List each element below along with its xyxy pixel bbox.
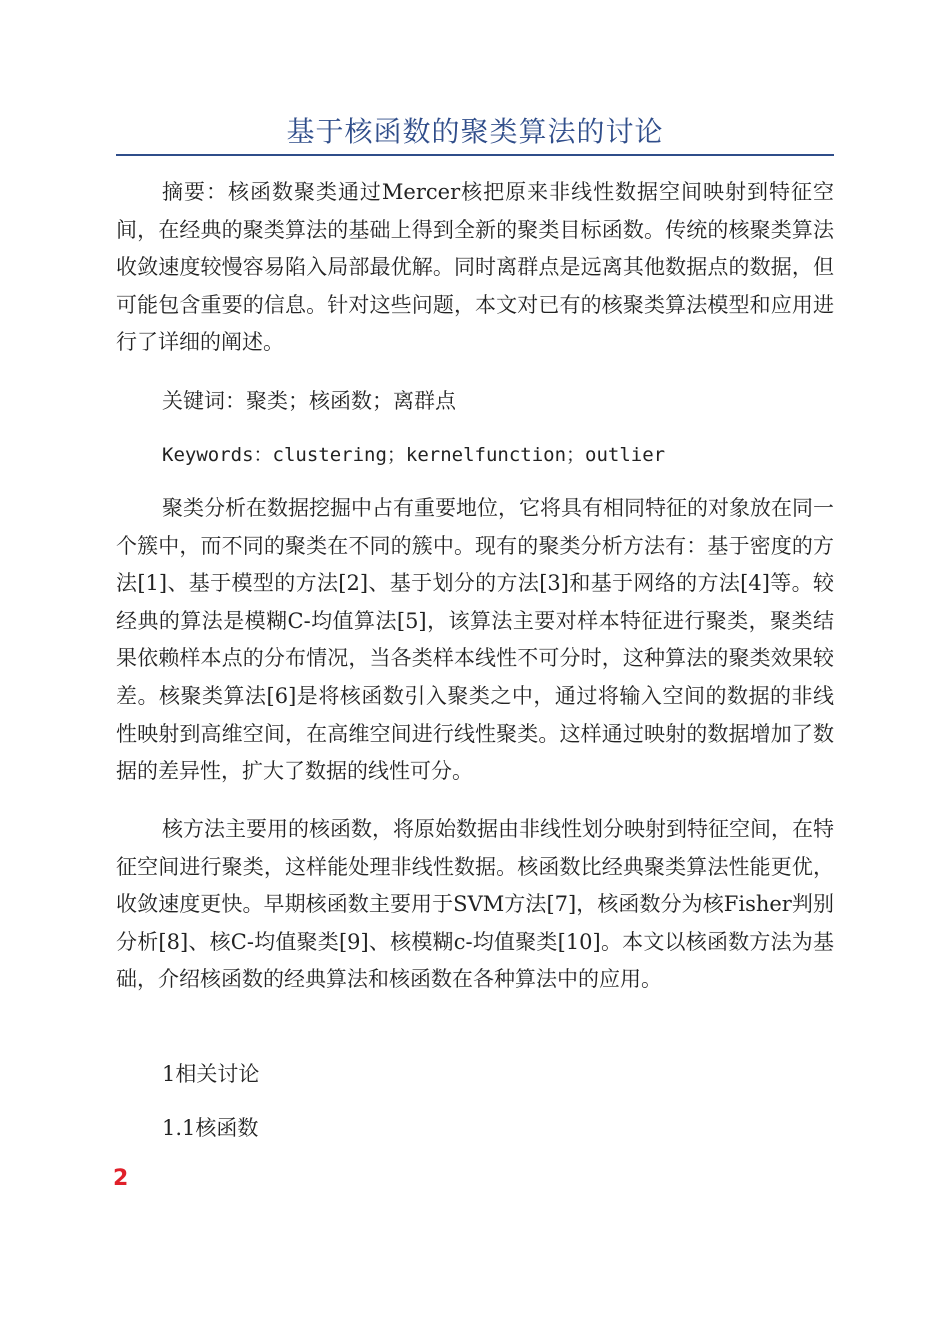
body-paragraph-2: 核方法主要用的核函数，将原始数据由非线性划分映射到特征空间，在特征空间进行聚类，这样能处理非线性数据。核函数比经典聚类算法性能更优，收敛速度更快。早期核函数主要用于SVM方法[7]，核函数分为核Fisher判别分析[8]、核C-均值聚类[9]、核模糊c-均值聚类[10]。本文以核函数方法为基础，介绍核函数的经典算法和核函数在各种算法中的应用。 bbox=[116, 817, 834, 992]
document-title: 基于核函数的聚类算法的讨论 bbox=[286, 115, 664, 148]
body-paragraph-1: 聚类分析在数据挖掘中占有重要地位，它将具有相同特征的对象放在同一个簇中，而不同的聚类在不同的簇中。现有的聚类分析方法有：基于密度的方法[1]、基于模型的方法[2]、基于划分的方法[3]和基于网络的方法[4]等。较经典的算法是模糊C-均值算法[5]，该算法主要对样本特征进行聚类，聚类结果依赖样本点的分布情况，当各类样本线性不可分时，这种算法的聚类效果较差。核聚类算法[6]是将核函数引入聚类之中，通过将输入空间的数据的非线性映射到高维空间，在高维空间进行线性聚类。这样通过映射的数据增加了数据的差异性，扩大了数据的线性可分。 bbox=[116, 496, 834, 784]
keywords-chinese: 关键词：聚类；核函数；离群点 bbox=[162, 389, 456, 413]
page-number: 2 bbox=[113, 1166, 129, 1191]
keywords-english: Keywords：clustering；kernelfunction；outlier bbox=[162, 444, 666, 466]
title-underline bbox=[116, 154, 834, 156]
subsection-heading: 1.1核函数 bbox=[162, 1116, 259, 1140]
section-heading: 1相关讨论 bbox=[162, 1062, 260, 1086]
abstract-paragraph: 摘要：核函数聚类通过Mercer核把原来非线性数据空间映射到特征空间，在经典的聚类算法的基础上得到全新的聚类目标函数。传统的核聚类算法收敛速度较慢容易陷入局部最优解。同时离群点是远离其他数据点的数据，但可能包含重要的信息。针对这些问题，本文对已有的核聚类算法模型和应用进行了详细的阐述。 bbox=[116, 180, 834, 355]
